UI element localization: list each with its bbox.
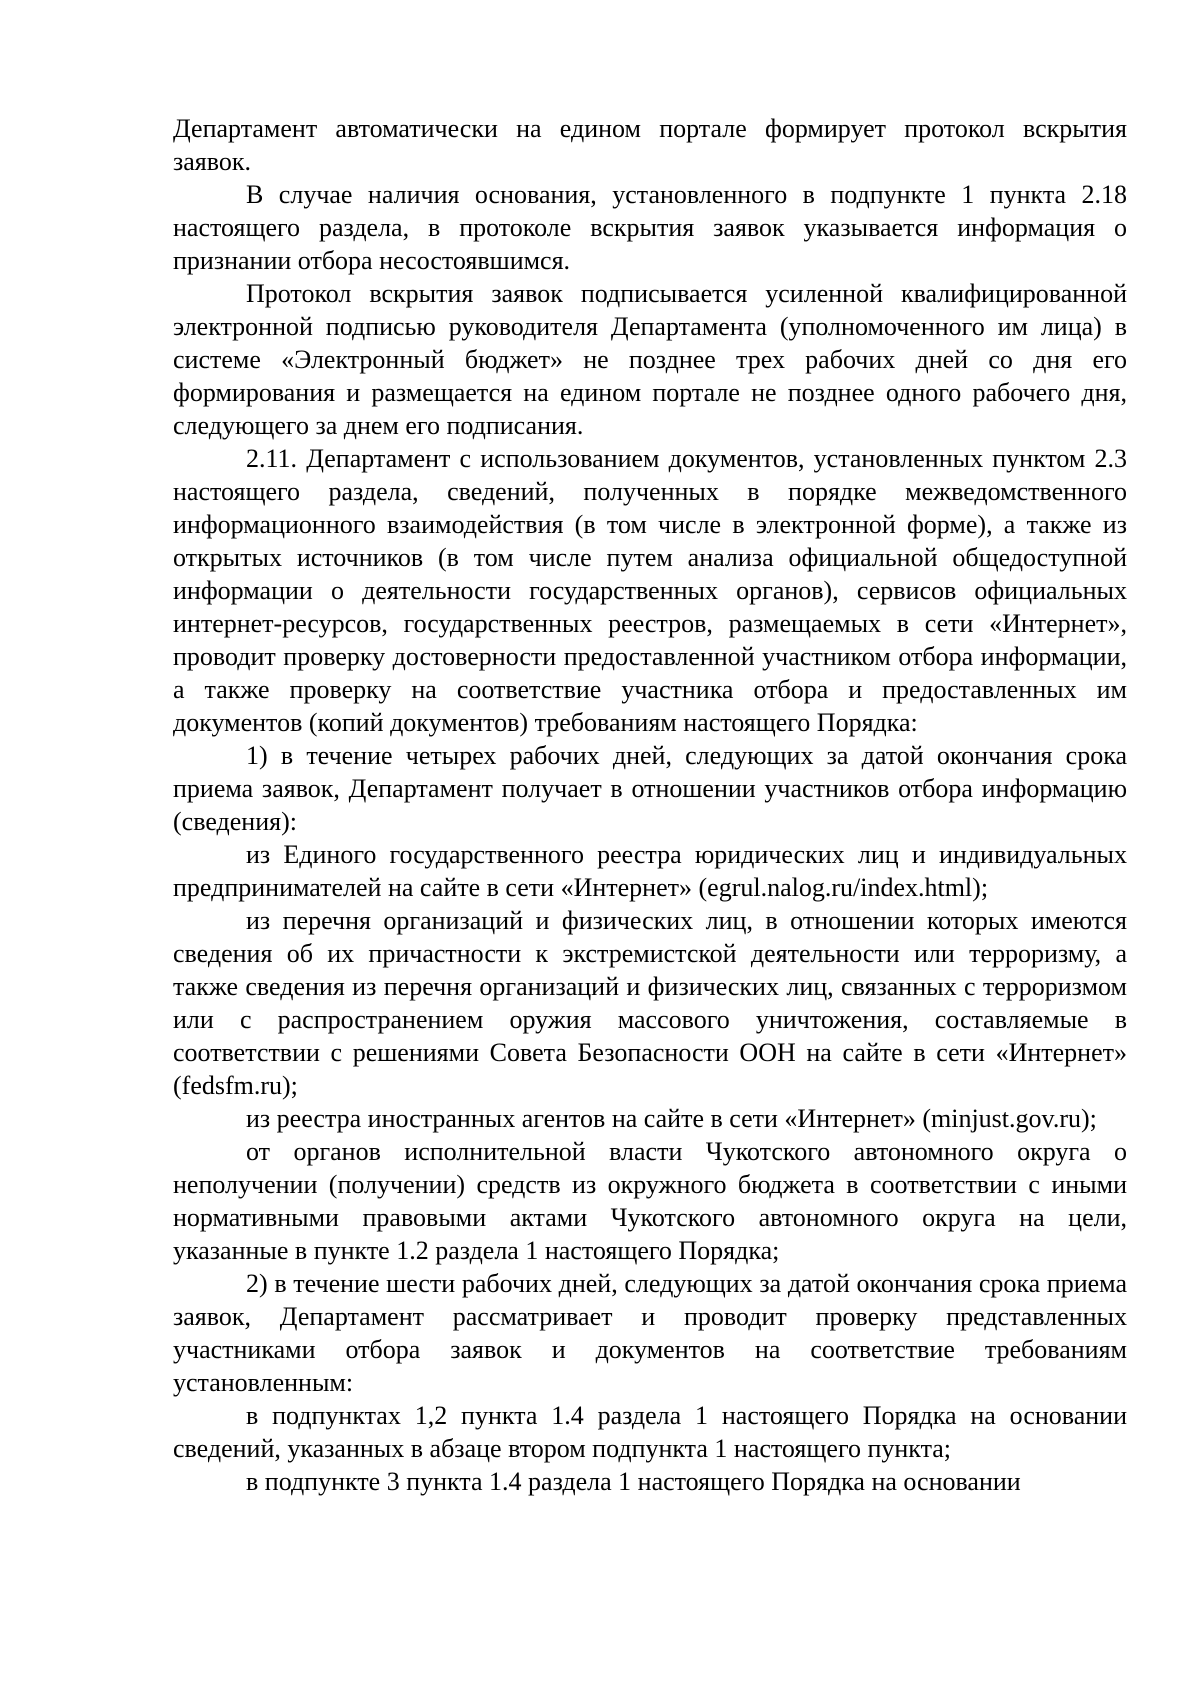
document-text-body: [173, 112, 1127, 1498]
paragraph-11: в подпунктах 1,2 пункта 1.4 раздела 1 настоящего Порядка на основании сведений, указанных в абзаце втором подпункта 1 настоящего пункта;: [173, 1401, 1127, 1463]
paragraph-12: в подпункте 3 пункта 1.4 раздела 1 настоящего Порядка на основании: [246, 1467, 1021, 1496]
paragraph-2: В случае наличия основания, установленного в подпункте 1 пункта 2.18 настоящего раздела, в протоколе вскрытия заявок указывается информация о признании отбора несостоявшимся.: [173, 180, 1127, 275]
paragraph-8: из реестра иностранных агентов на сайте в сети «Интернет» (minjust.gov.ru);: [246, 1104, 1097, 1133]
paragraph-5: 1) в течение четырех рабочих дней, следующих за датой окончания срока приема заявок, Департамент получает в отношении участников отбора информацию (сведения):: [173, 741, 1127, 836]
paragraph-1: Департамент автоматически на едином портале формирует протокол вскрытия заявок.: [173, 114, 1127, 176]
paragraph-9: от органов исполнительной власти Чукотского автономного округа о неполучении (получении) средств из окружного бюджета в соответствии с иными нормативными правовыми актами Чукотского автономного округа на цели, указанные в пункте 1.2 раздела 1 настоящего Порядка;: [173, 1137, 1127, 1265]
paragraph-7: из перечня организаций и физических лиц, в отношении которых имеются сведения об их причастности к экстремистской деятельности или терроризму, а также сведения из перечня организаций и физических лиц, связанных с терроризмом или с распространением оружия массового уничтожения, составляемые в соответствии с решениями Совета Безопасности ООН на сайте в сети «Интернет» (fedsfm.ru);: [173, 906, 1127, 1100]
paragraph-10: 2) в течение шести рабочих дней, следующих за датой окончания срока приема заявок, Департамент рассматривает и проводит проверку представленных участниками отбора заявок и документов на соответствие требованиям установленным:: [173, 1269, 1127, 1397]
paragraph-4: 2.11. Департамент с использованием документов, установленных пунктом 2.3 настоящего раздела, сведений, полученных в порядке межведомственного информационного взаимодействия (в том числе в электронной форме), а также из открытых источников (в том числе путем анализа официальной общедоступной информации о деятельности государственных органов), сервисов официальных интернет-ресурсов, государственных реестров, размещаемых в сети «Интернет», проводит проверку достоверности предоставленной участником отбора информации, а также проверку на соответствие участника отбора и предоставленных им документов (копий документов) требованиям настоящего Порядка:: [173, 444, 1127, 737]
paragraph-6: из Единого государственного реестра юридических лиц и индивидуальных предпринимателей на сайте в сети «Интернет» (egrul.nalog.ru/index.html);: [173, 840, 1127, 902]
paragraph-3: Протокол вскрытия заявок подписывается усиленной квалифицированной электронной подписью руководителя Департамента (уполномоченного им лица) в системе «Электронный бюджет» не позднее трех рабочих дней со дня его формирования и размещается на едином портале не позднее одного рабочего дня, следующего за днем его подписания.: [173, 279, 1127, 440]
